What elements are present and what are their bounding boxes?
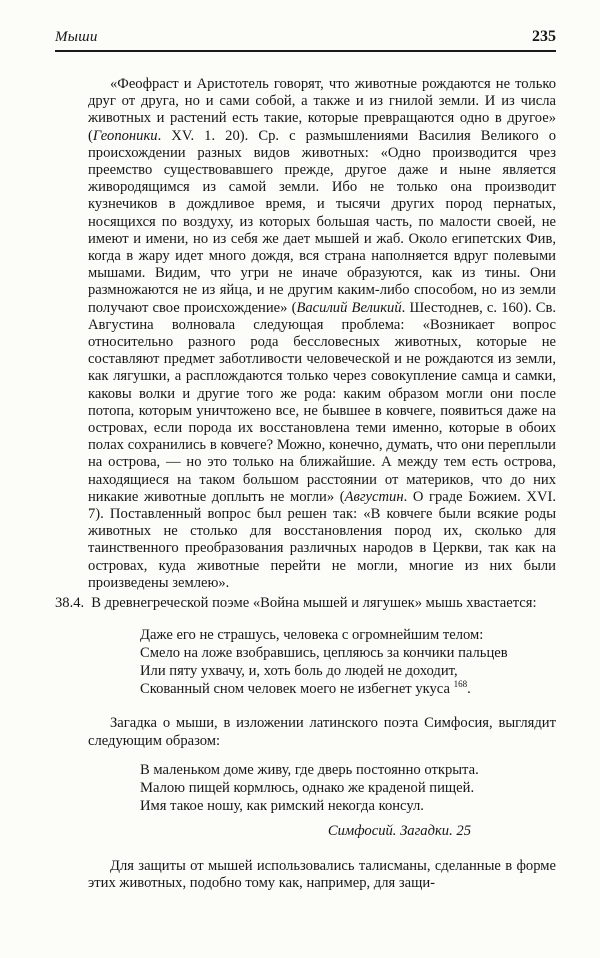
header-rule <box>55 50 556 52</box>
page-number: 235 <box>532 28 556 45</box>
verse-line: Смело на ложе взобравшись, цепляюсь за кончики пальцев <box>140 645 508 662</box>
verse-line: Малою пищей кормлюсь, однако же краденой пищей. <box>140 779 475 796</box>
section-38-4 <box>55 595 556 612</box>
verse-war-of-mice-and-frogs <box>140 626 556 698</box>
verse-symphosius-riddle <box>140 761 556 815</box>
paragraph-quotations: «Феофраст и Аристотель говорят, что животные рождаются не только друг от друга, но и сами собой, а также и из гнилой земли. И из числа животных и растений есть такие, которые превращаются одно в другое» (Геопоники. XV. 1. 20). Ср. с размышлениями Василия Великого о происхождении разных видов животных: «Одно производится чрез преемство существовавшего прежде, другое даже и ныне является живородящимся из самой земли. Ибо не только она производит кузнечиков в дождливое время, и тысячи других пород пернатых, носящихся по воздуху, из которых большая часть, по малости своей, не имеют и имени, но из себя же дает мышей и жаб. Около египетских Фив, когда в жару идет много дождя, вся страна наполняется вдруг полевыми мышами. Видим, что угри не иначе образуются, как из тины. Они размножаются не из яйца, и не другим каким-либо способом, но из земли получают свое происхождение» (Василий Великий. Шестоднев, с. 160). Св. Августина волновала следующая проблема: «Возникает вопрос относительно разного рода бессловесных животных, которые не составляют предмет заботливости человеческой и не рождаются из земли, как лягушки, а расплождаются только через совокупление самца и самки, каковы волки и другие того же рода: каким образом могли они после потопа, которым уничтожено все, не бывшее в ковчеге, появиться даже на островах, если порода их восстановлена теми именно, которые в обоих полах сохранились в ковчеге? Можно, конечно, думать, что они переплыли на острова, — но это только на ближайшие. А между тем есть острова, находящиеся на таком большом расстоянии от материков, что до них никакие животные доплыть не могли» (Августин. О граде Божием. XVI. 7). Поставленный вопрос был решен так: «В ковчеге были всякие роды животных не столько для восстановления пород их, сколько для таинственного преобразования различных народов в Церкви, так как на островах, куда животные перейти не могли, многие из них были произведены землею». <box>88 76 557 591</box>
verse-line: Скованный сном человек моего не избегнет укуса $^{168}$. <box>140 679 471 698</box>
verse-line: Или пяту ухвачу, и, хоть боль до людей не доходит, <box>140 663 458 680</box>
text-block <box>55 76 557 892</box>
verse-attribution: Симфосий. Загадки. 25 <box>327 822 471 839</box>
verse-line: Даже его не страшусь, человека с огромнейшим телом: <box>140 627 484 644</box>
paragraph-talismans: Для защиты от мышей использовались талисманы, сделанные в форме этих животных, подобно тому как, например, для защи- <box>88 857 556 891</box>
paragraph-riddle-intro: Загадка о мыши, в изложении латинского поэта Симфосия, выглядит следующим образом: <box>88 715 556 749</box>
verse-line: В маленьком доме живу, где дверь постоянно открыта. <box>140 761 479 778</box>
section-text: В древнегреческой поэме «Война мышей и лягушек» мышь хвастается: <box>91 595 537 612</box>
page-header <box>55 28 556 50</box>
section-number: 38.4. <box>55 595 85 612</box>
verse-line: Имя такое ношу, как римский некогда консул. <box>140 797 424 814</box>
running-title: Мыши <box>55 29 98 45</box>
